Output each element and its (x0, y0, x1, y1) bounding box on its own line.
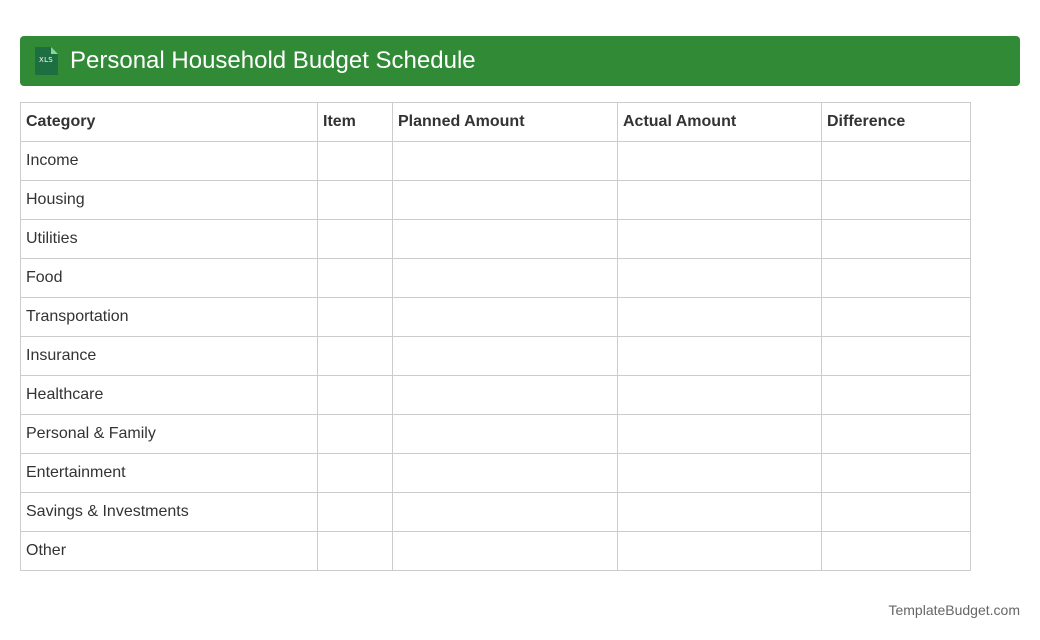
footer-brand: TemplateBudget.com (888, 602, 1020, 618)
difference-cell[interactable] (822, 415, 971, 454)
category-cell: Food (21, 259, 318, 298)
table-row (21, 454, 971, 493)
excel-file-icon (32, 46, 60, 76)
planned-amount-cell[interactable] (393, 532, 618, 571)
item-cell[interactable] (318, 142, 393, 181)
table-row (21, 415, 971, 454)
category-cell: Healthcare (21, 376, 318, 415)
category-cell: Other (21, 532, 318, 571)
table-row (21, 337, 971, 376)
item-cell[interactable] (318, 376, 393, 415)
item-cell[interactable] (318, 220, 393, 259)
item-cell[interactable] (318, 415, 393, 454)
planned-amount-cell[interactable] (393, 220, 618, 259)
table-row (21, 532, 971, 571)
table-row (21, 493, 971, 532)
title-banner (20, 36, 1020, 86)
table-row (21, 259, 971, 298)
planned-amount-cell[interactable] (393, 493, 618, 532)
planned-amount-cell[interactable] (393, 259, 618, 298)
page-title: Personal Household Budget Schedule (70, 47, 476, 74)
category-cell: Savings & Investments (21, 493, 318, 532)
table-row (21, 142, 971, 181)
difference-cell[interactable] (822, 532, 971, 571)
item-cell[interactable] (318, 493, 393, 532)
difference-cell[interactable] (822, 220, 971, 259)
category-cell: Housing (21, 181, 318, 220)
planned-amount-cell[interactable] (393, 415, 618, 454)
actual-amount-cell[interactable] (618, 181, 822, 220)
item-cell[interactable] (318, 298, 393, 337)
planned-amount-cell[interactable] (393, 454, 618, 493)
difference-cell[interactable] (822, 181, 971, 220)
item-cell[interactable] (318, 532, 393, 571)
planned-amount-cell[interactable] (393, 181, 618, 220)
item-cell[interactable] (318, 259, 393, 298)
item-cell[interactable] (318, 181, 393, 220)
category-cell: Income (21, 142, 318, 181)
item-cell[interactable] (318, 337, 393, 376)
table-row (21, 181, 971, 220)
column-header-item: Item (318, 103, 393, 142)
category-cell: Transportation (21, 298, 318, 337)
table-body (21, 142, 971, 571)
actual-amount-cell[interactable] (618, 337, 822, 376)
table-row (21, 220, 971, 259)
actual-amount-cell[interactable] (618, 415, 822, 454)
actual-amount-cell[interactable] (618, 376, 822, 415)
difference-cell[interactable] (822, 376, 971, 415)
xls-badge: XLS (38, 56, 54, 64)
actual-amount-cell[interactable] (618, 532, 822, 571)
column-header-difference: Difference (822, 103, 971, 142)
category-cell: Utilities (21, 220, 318, 259)
actual-amount-cell[interactable] (618, 298, 822, 337)
actual-amount-cell[interactable] (618, 493, 822, 532)
column-header-actual-amount: Actual Amount (618, 103, 822, 142)
difference-cell[interactable] (822, 337, 971, 376)
table-row (21, 376, 971, 415)
table-row (21, 298, 971, 337)
category-cell: Personal & Family (21, 415, 318, 454)
category-cell: Insurance (21, 337, 318, 376)
category-cell: Entertainment (21, 454, 318, 493)
difference-cell[interactable] (822, 298, 971, 337)
budget-table (20, 102, 971, 571)
difference-cell[interactable] (822, 259, 971, 298)
actual-amount-cell[interactable] (618, 259, 822, 298)
table-header-row (21, 103, 971, 142)
difference-cell[interactable] (822, 142, 971, 181)
actual-amount-cell[interactable] (618, 142, 822, 181)
column-header-category: Category (21, 103, 318, 142)
planned-amount-cell[interactable] (393, 376, 618, 415)
planned-amount-cell[interactable] (393, 298, 618, 337)
actual-amount-cell[interactable] (618, 454, 822, 493)
column-header-planned-amount: Planned Amount (393, 103, 618, 142)
difference-cell[interactable] (822, 493, 971, 532)
difference-cell[interactable] (822, 454, 971, 493)
actual-amount-cell[interactable] (618, 220, 822, 259)
planned-amount-cell[interactable] (393, 142, 618, 181)
planned-amount-cell[interactable] (393, 337, 618, 376)
item-cell[interactable] (318, 454, 393, 493)
